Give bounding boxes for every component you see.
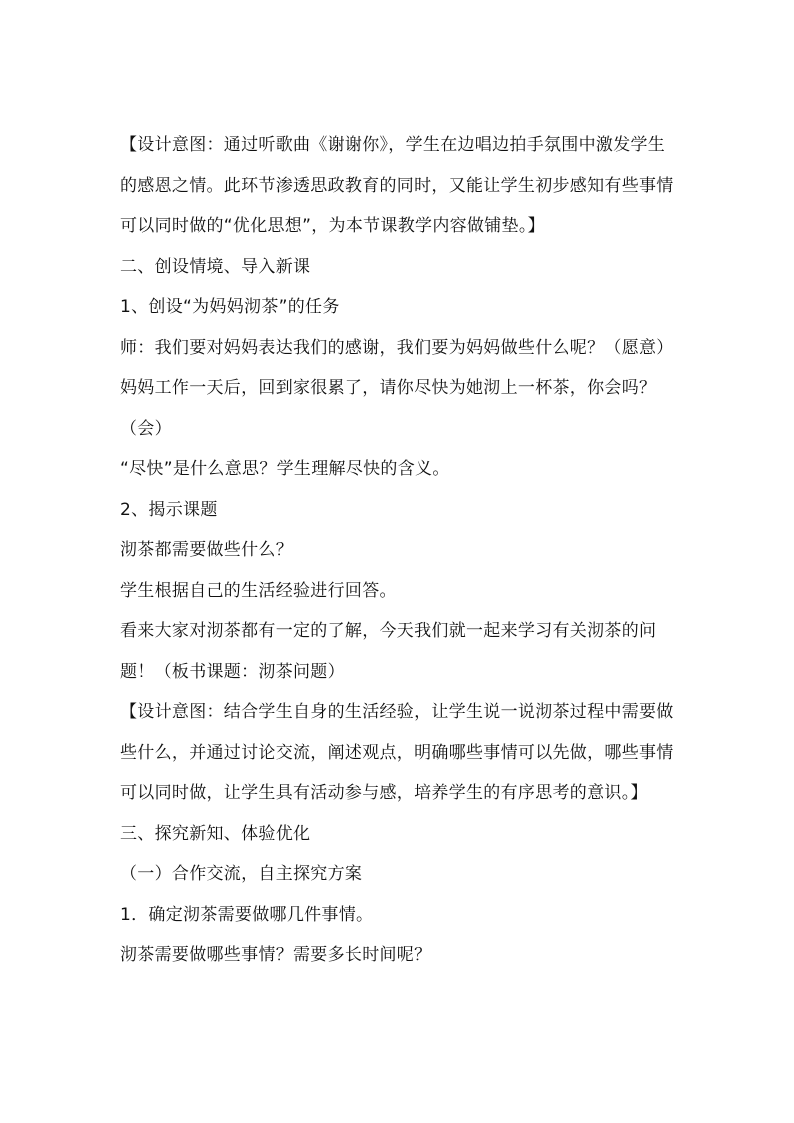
design-intent-paragraph-2: 【设计意图：结合学生自身的生活经验，让学生说一说沏茶过程中需要做些什么，并通过讨论交流，阐述观点，明确哪些事情可以先做，哪些事情可以同时做，让学生具有活动参与感，培养学生的有序思考的意识。】 (120, 702, 674, 803)
section-heading-2: 二、创设情境、导入新课 (120, 256, 311, 277)
tea-time-question-paragraph: 沏茶需要做哪些事情？需要多长时间呢？ (120, 945, 432, 965)
section-heading-3: 三、探究新知、体验优化 (120, 823, 311, 844)
design-intent-paragraph-1: 【设计意图：通过听歌曲《谢谢你》，学生在边唱边拍手氛围中激发学生的感恩之情。此环节渗透思政教育的同时，又能让学生初步感知有些事情可以同时做的“优化思想”，为本节课教学内容做铺垫。】 (120, 135, 674, 236)
teacher-dialogue-paragraph: 师：我们要对妈妈表达我们的感谢，我们要为妈妈做些什么呢？（愿意）妈妈工作一天后，回到家很累了，请你尽快为她沏上一杯茶，你会吗？（会） (120, 337, 674, 439)
document-body (120, 125, 680, 976)
meaning-question-paragraph: “尽快”是什么意思？学生理解尽快的含义。 (120, 459, 450, 479)
student-answer-paragraph: 学生根据自己的生活经验进行回答。 (120, 580, 397, 601)
tea-question-paragraph: 沏茶都需要做些什么？ (120, 540, 293, 560)
lesson-topic-paragraph: 看来大家对沏茶都有一定的了解，今天我们就一起来学习有关沏茶的问题！（板书课题：沏茶问题） (120, 621, 657, 682)
subheading-create-task: 1、创设“为妈妈沏茶”的任务 (120, 297, 340, 317)
subheading-reveal-topic: 2、揭示课题 (120, 499, 218, 520)
step-1-paragraph: 1．确定沏茶需要做哪几件事情。 (120, 904, 374, 925)
subheading-cooperate: （一）合作交流，自主探究方案 (120, 864, 363, 884)
